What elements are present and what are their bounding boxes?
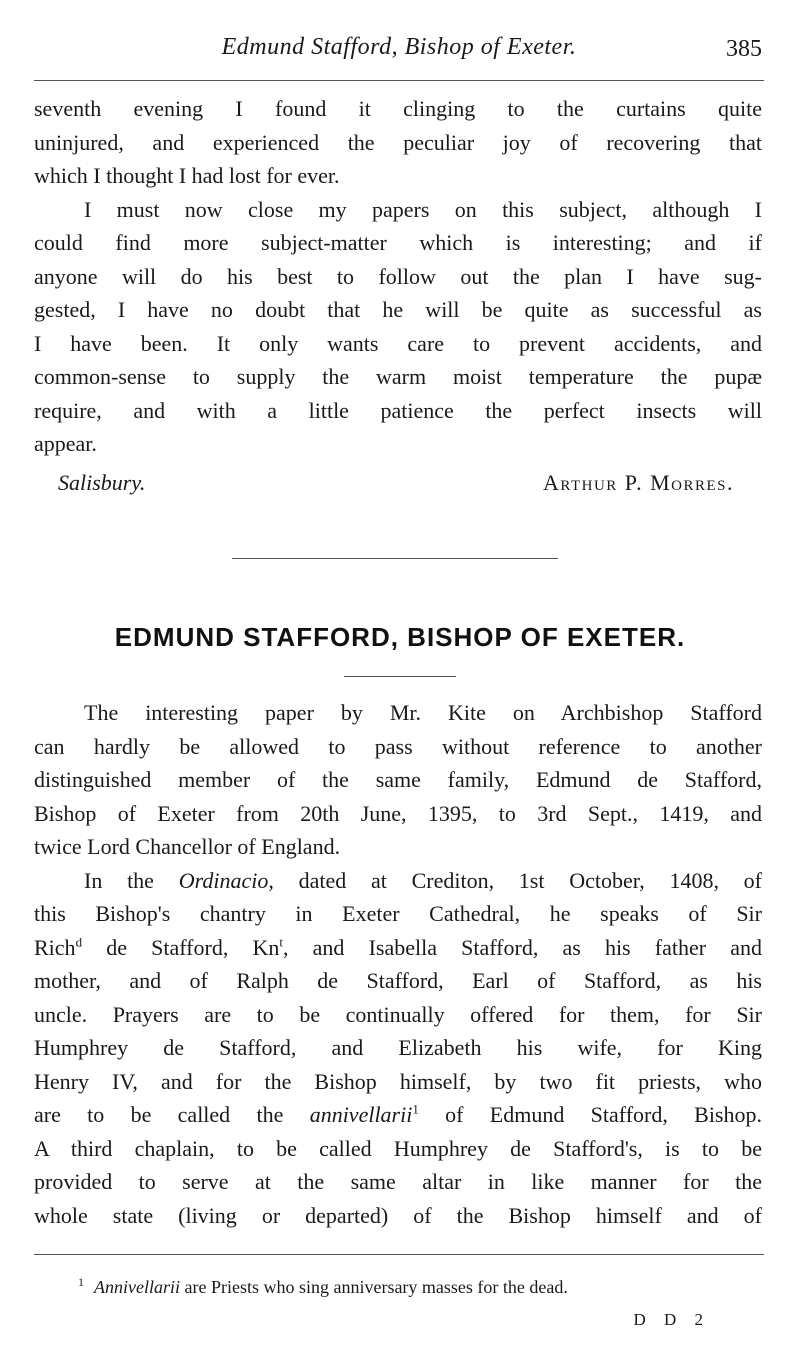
text-line: gested, I have no doubt that he will be quite as successful as <box>34 297 762 322</box>
text-line: can hardly be allowed to pass without reference to another <box>34 733 762 759</box>
text-line: The interesting paper by Mr. Kite on Archbishop Stafford <box>84 700 762 725</box>
text-line: require, and with a little patience the perfect insects will <box>34 397 762 423</box>
signature-place: Salisbury. <box>58 470 146 495</box>
text-line: uncle. Prayers are to be continually offered for them, for Sir <box>34 1001 762 1027</box>
page-number: 385 <box>726 36 762 62</box>
ordinacio-term: Ordinacio <box>178 867 269 893</box>
text-line: whole state (living or departed) of the Bishop himself and of <box>34 1202 762 1228</box>
text-run: are to be called the <box>34 1102 310 1127</box>
text-line: uninjured, and experienced the peculiar joy of recovering that <box>34 129 762 155</box>
text-line <box>34 931 762 965</box>
text-line: I have been. It only wants care to prevent accidents, and <box>34 330 762 356</box>
text-run: de Stafford, Kn <box>82 934 280 960</box>
text-line: common-sense to supply the warm moist temperature the pupæ <box>34 364 762 389</box>
running-title: Edmund Stafford, Bishop of Exeter. <box>221 34 577 60</box>
text-run: , and Isabella Stafford, as his father and <box>283 934 762 960</box>
article-body <box>34 696 762 1232</box>
footnote-reference: 1 <box>412 1101 419 1117</box>
text-line: anyone will do his best to follow out the plan I have sug- <box>34 263 762 289</box>
text-run: In the <box>84 867 179 893</box>
text-line: this Bishop's chantry in Exeter Cathedral, he speaks of Sir <box>34 901 762 926</box>
printer-signature-mark: D D 2 <box>633 1310 710 1329</box>
footnote-rule <box>34 1254 764 1255</box>
text-line <box>34 1098 762 1132</box>
text-line: Humphrey de Stafford, and Elizabeth his wife, for King <box>34 1035 762 1060</box>
footnote-text: are Priests who sing anniversary masses for the dead. <box>179 1277 568 1297</box>
heading-rule <box>344 676 456 677</box>
text-line <box>34 864 762 898</box>
text-line: seventh evening I found it clinging to the curtains quite <box>34 96 762 121</box>
text-line: twice Lord Chancellor of England. <box>34 834 341 859</box>
text-line: A third chaplain, to be called Humphrey de Stafford's, is to be <box>34 1135 762 1161</box>
text-line: distinguished member of the same family, Edmund de Stafford, <box>34 767 762 792</box>
section-divider <box>232 558 558 559</box>
annivellarii-term: annivellarii <box>309 1102 413 1127</box>
text-run: Rich <box>34 934 76 960</box>
article-signature <box>34 466 762 500</box>
text-line: mother, and of Ralph de Stafford, Earl of Stafford, as his <box>34 968 762 993</box>
running-head <box>34 30 764 70</box>
article-heading: EDMUND STAFFORD, BISHOP OF EXETER. <box>114 622 686 652</box>
superscript: d <box>75 934 83 950</box>
header-rule <box>34 80 764 81</box>
previous-article-text <box>34 92 762 461</box>
text-line: Bishop of Exeter from 20th June, 1395, to 3rd Sept., 1419, and <box>34 800 762 826</box>
text-line: which I thought I had lost for ever. <box>34 163 340 188</box>
superscript: t <box>279 934 283 950</box>
text-line: Henry IV, and for the Bishop himself, by two fit priests, who <box>34 1068 762 1094</box>
text-line: appear. <box>34 431 97 456</box>
text-line: could find more subject-matter which is interesting; and if <box>34 230 762 255</box>
signature-author: Arthur P. Morres. <box>542 470 734 495</box>
footnote <box>78 1270 758 1299</box>
text-run: of Edmund Stafford, Bishop. <box>418 1102 762 1127</box>
text-line: I must now close my papers on this subject, although I <box>84 196 762 222</box>
text-line: provided to serve at the same altar in like manner for the <box>34 1169 762 1194</box>
footnote-term: Annivellarii <box>94 1277 180 1297</box>
text-run: , dated at Crediton, 1st October, 1408, of <box>268 867 763 893</box>
footnote-mark: 1 <box>78 1275 84 1289</box>
